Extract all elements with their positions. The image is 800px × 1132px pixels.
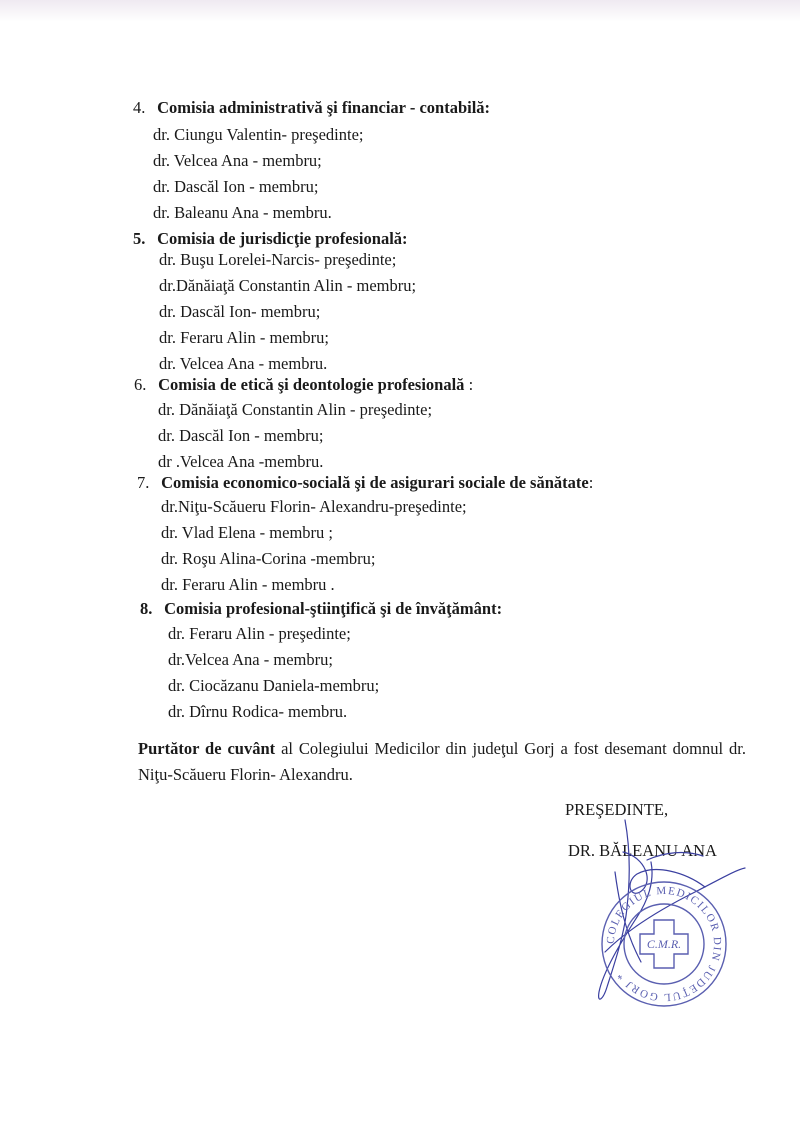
section-8-number: 8. xyxy=(140,599,153,618)
section-8-member-3: dr. Ciocăzanu Daniela-membru; xyxy=(168,676,380,695)
section-5-member-1: dr. Buşu Lorelei-Narcis- preşedinte; xyxy=(159,250,397,269)
signature-role: PREŞEDINTE, xyxy=(565,800,669,819)
section-4-heading xyxy=(133,98,490,118)
section-7-title: Comisia economico-socială şi de asigurari sociale de sănătate xyxy=(161,473,589,492)
section-7-heading xyxy=(137,473,593,493)
section-6-member-1: dr. Dănăiaţă Constantin Alin - preşedinte; xyxy=(158,400,433,419)
section-8-title: Comisia profesional-ştiinţifică şi de învăţământ: xyxy=(164,599,503,618)
section-5-heading xyxy=(133,229,408,249)
section-5-member-2: dr.Dănăiaţă Constantin Alin - membru; xyxy=(159,276,417,295)
section-4-title: Comisia administrativă şi financiar - contabilă: xyxy=(157,98,491,117)
section-7-member-3: dr. Roşu Alina-Corina -membru; xyxy=(161,549,376,568)
section-4-member-2: dr. Velcea Ana - membru; xyxy=(153,151,322,170)
section-6-number: 6. xyxy=(134,375,147,394)
stamp-outer-text: COLEGIUL MEDICILOR DIN JUDEŢUL GORJ * xyxy=(604,884,724,1004)
section-8-heading xyxy=(140,599,502,619)
section-4-number: 4. xyxy=(133,98,146,117)
section-7-title-suffix: : xyxy=(588,473,594,492)
section-6-heading xyxy=(134,375,473,395)
section-5-title: Comisia de jurisdicţie profesională: xyxy=(157,229,408,248)
section-7-member-1: dr.Niţu-Scăueru Florin- Alexandru-preşedinte; xyxy=(161,497,467,516)
section-4-member-1: dr. Ciungu Valentin- preşedinte; xyxy=(153,125,364,144)
section-6-member-3: dr .Velcea Ana -membru. xyxy=(158,452,324,471)
section-7-number: 7. xyxy=(137,473,150,492)
official-stamp xyxy=(596,878,732,1010)
section-6-title: Comisia de etică şi deontologie profesională xyxy=(158,375,465,394)
spokesperson-lead: Purtător de cuvânt xyxy=(138,739,276,758)
section-8-member-4: dr. Dîrnu Rodica- membru. xyxy=(168,702,348,721)
section-8-member-2: dr.Velcea Ana - membru; xyxy=(168,650,333,669)
section-6-member-2: dr. Dascăl Ion - membru; xyxy=(158,426,324,445)
section-5-member-3: dr. Dascăl Ion- membru; xyxy=(159,302,321,321)
section-8-member-1: dr. Feraru Alin - preşedinte; xyxy=(168,624,351,643)
spokesperson-paragraph xyxy=(138,736,746,788)
section-4-member-4: dr. Baleanu Ana - membru. xyxy=(153,203,332,222)
section-7-member-4: dr. Feraru Alin - membru . xyxy=(161,575,335,594)
stamp-center-text: C.M.R. xyxy=(646,937,682,951)
section-5-member-4: dr. Feraru Alin - membru; xyxy=(159,328,330,347)
signature-name: DR. BĂLEANU ANA xyxy=(568,841,717,860)
section-5-number: 5. xyxy=(133,229,146,248)
section-6-title-suffix: : xyxy=(464,375,474,394)
section-7-member-2: dr. Vlad Elena - membru ; xyxy=(161,523,333,542)
section-4-member-3: dr. Dascăl Ion - membru; xyxy=(153,177,319,196)
spokesperson-text: al Colegiului Medicilor din judeţul Gorj a fost desemant domnul dr. Niţu-Scăueru Florin- Alexandru. xyxy=(138,739,746,784)
section-5-member-5: dr. Velcea Ana - membru. xyxy=(159,354,328,373)
